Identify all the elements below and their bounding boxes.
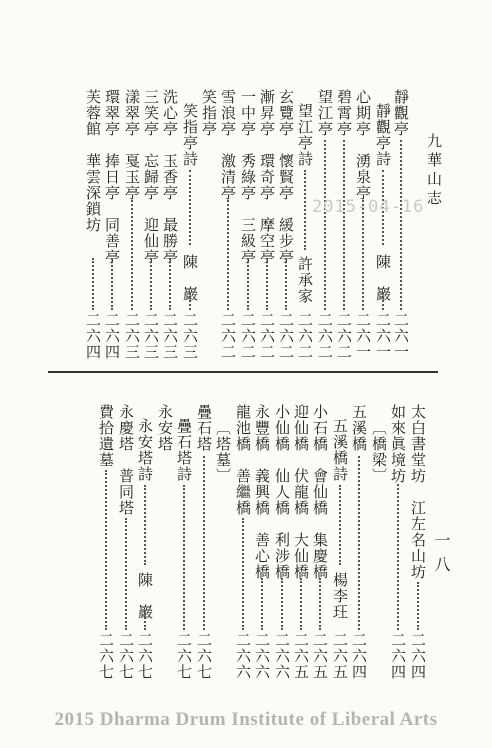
page-number: 二六二 xyxy=(296,312,314,360)
toc-entry: 龍池橋 善繼橋 xyxy=(234,404,252,516)
toc-entry: 玄覽亭 懷賢亭 緩步亭 xyxy=(277,89,295,265)
page-number: 二六二 xyxy=(219,312,237,360)
leader-dots xyxy=(285,258,287,310)
toc-entry: 靜觀亭 xyxy=(392,89,410,137)
page-number: 二六四 xyxy=(84,312,102,360)
toc-entry: 漸昇亭 環奇亭 摩空亭 xyxy=(258,89,276,265)
toc-entry: 靜觀亭詩 xyxy=(374,103,392,167)
leader-dots xyxy=(266,258,268,310)
page-number: 二六七 xyxy=(117,632,135,680)
toc-entry: 疊石塔 xyxy=(195,404,213,452)
toc-entry: 太白書堂坊 江左名山坊 xyxy=(409,404,427,580)
leader-dots xyxy=(281,578,283,630)
leader-dots xyxy=(304,170,306,250)
toc-entry: 洗心亭 玉香亭 最勝亭 xyxy=(161,89,179,265)
leader-dots xyxy=(227,200,229,310)
toc-entry: 漾翠亭 戛玉亭 xyxy=(123,89,141,201)
toc-entry: 費拾遺墓 xyxy=(97,404,115,468)
leader-dots xyxy=(261,578,263,630)
page-number: 二六七 xyxy=(97,632,115,680)
page-number: 二六五 xyxy=(311,632,329,680)
leader-dots xyxy=(300,578,302,630)
toc-entry: 笑指亭詩 xyxy=(181,103,199,167)
page-number: 二六五 xyxy=(331,632,349,680)
toc-entry: 小仙橋 仙人橋 利涉橋 xyxy=(273,404,291,580)
toc-entry: 永安塔 xyxy=(156,404,174,452)
author-name: 陳 巖 xyxy=(136,572,154,620)
leader-dots xyxy=(203,456,205,630)
page-number: 二六六 xyxy=(273,632,291,680)
section-divider xyxy=(48,371,438,373)
page-number: 二六三 xyxy=(123,312,141,360)
book-title: 九華山志 xyxy=(425,133,443,209)
toc-entry: 笑指亭 xyxy=(200,89,218,137)
page-number: 二六一 xyxy=(392,312,410,360)
toc-entry: 一中亭 秀綠亭 三級亭 xyxy=(239,89,257,265)
page-number: 二六七 xyxy=(195,632,213,680)
leader-dots xyxy=(343,140,345,310)
toc-entry: 望江亭詩 xyxy=(296,103,314,167)
leader-dots xyxy=(189,170,191,245)
section-heading: 〔橋梁〕 xyxy=(370,420,388,484)
leader-dots xyxy=(324,140,326,310)
page-number: 二六二 xyxy=(258,312,276,360)
toc-entry: 心期亭 湧泉亭 xyxy=(354,89,372,201)
leader-dots xyxy=(417,582,419,630)
page-number: 二六三 xyxy=(142,312,160,360)
leader-dots xyxy=(144,485,146,565)
toc-entry: 迎仙橋 伏龍橋 大仙橋 xyxy=(292,404,310,580)
leader-dots xyxy=(111,258,113,310)
toc-entry: 疊石塔詩 xyxy=(175,418,193,482)
page-number: 二六二 xyxy=(239,312,257,360)
author-name: 陳 巖 xyxy=(374,254,392,302)
leader-dots xyxy=(189,292,191,310)
toc-entry: 環翠亭 捧日亭 同善亭 xyxy=(103,89,121,265)
leader-dots xyxy=(92,258,94,310)
author-name: 楊李玨 xyxy=(331,572,349,620)
leader-dots xyxy=(242,518,244,630)
page-number: 二六三 xyxy=(161,312,179,360)
toc-entry: 小石橋 會仙橋 集慶橋 xyxy=(311,404,329,580)
page-number: 二六一 xyxy=(374,312,392,360)
toc-entry: 雪浪亭 激清亭 xyxy=(219,89,237,201)
author-name: 陳 巖 xyxy=(181,254,199,302)
page-number: 二六七 xyxy=(136,632,154,680)
leader-dots xyxy=(131,200,133,310)
page-number: 二六七 xyxy=(175,632,193,680)
toc-entry: 三笑亭 忘歸亭 迎仙亭 xyxy=(142,89,160,265)
page-number: 二六二 xyxy=(335,312,353,360)
toc-entry: 如來眞境坊 xyxy=(389,404,407,484)
toc-entry: 芙蓉館 華雲深鎖坊 xyxy=(84,89,102,233)
page-number: 二六六 xyxy=(253,632,271,680)
leader-dots xyxy=(169,258,171,310)
leaf-number: 一八 xyxy=(432,532,451,580)
page-number: 二六三 xyxy=(181,312,199,360)
page-number: 二六六 xyxy=(234,632,252,680)
page-number: 二六四 xyxy=(389,632,407,680)
date-stamp: 2015-04-16 xyxy=(312,197,425,217)
leader-dots xyxy=(247,258,249,310)
leader-dots xyxy=(397,484,399,630)
toc-entry: 五溪橋 xyxy=(350,404,368,452)
page-number: 二六四 xyxy=(409,632,427,680)
leader-dots xyxy=(125,518,127,630)
toc-entry: 碧霄亭 xyxy=(335,89,353,137)
leader-dots xyxy=(400,140,402,310)
toc-entry: 永安塔詩 xyxy=(136,418,154,482)
page-number: 二六一 xyxy=(354,312,372,360)
leader-dots xyxy=(105,470,107,630)
page-number: 二六四 xyxy=(103,312,121,360)
page-number: 二六二 xyxy=(316,312,334,360)
leader-dots xyxy=(339,485,341,565)
page-number: 二六二 xyxy=(277,312,295,360)
toc-entry: 永豐橋 義興橋 善心橋 xyxy=(253,404,271,580)
toc-entry: 五溪橋詩 xyxy=(331,418,349,482)
leader-dots xyxy=(382,292,384,310)
toc-entry: 永慶塔 普同塔 xyxy=(117,404,135,516)
page-number: 二六五 xyxy=(292,632,310,680)
toc-entry: 望江亭 xyxy=(316,89,334,137)
leader-dots xyxy=(319,578,321,630)
leader-dots xyxy=(183,485,185,630)
watermark-footer: 2015 Dharma Drum Institute of Liberal Arts xyxy=(54,709,438,730)
leader-dots xyxy=(358,456,360,630)
author-name: 許承家 xyxy=(296,256,314,304)
leader-dots xyxy=(150,258,152,310)
page-number: 二六四 xyxy=(350,632,368,680)
section-heading: 〔塔墓〕 xyxy=(214,420,232,484)
leader-dots xyxy=(144,610,146,630)
